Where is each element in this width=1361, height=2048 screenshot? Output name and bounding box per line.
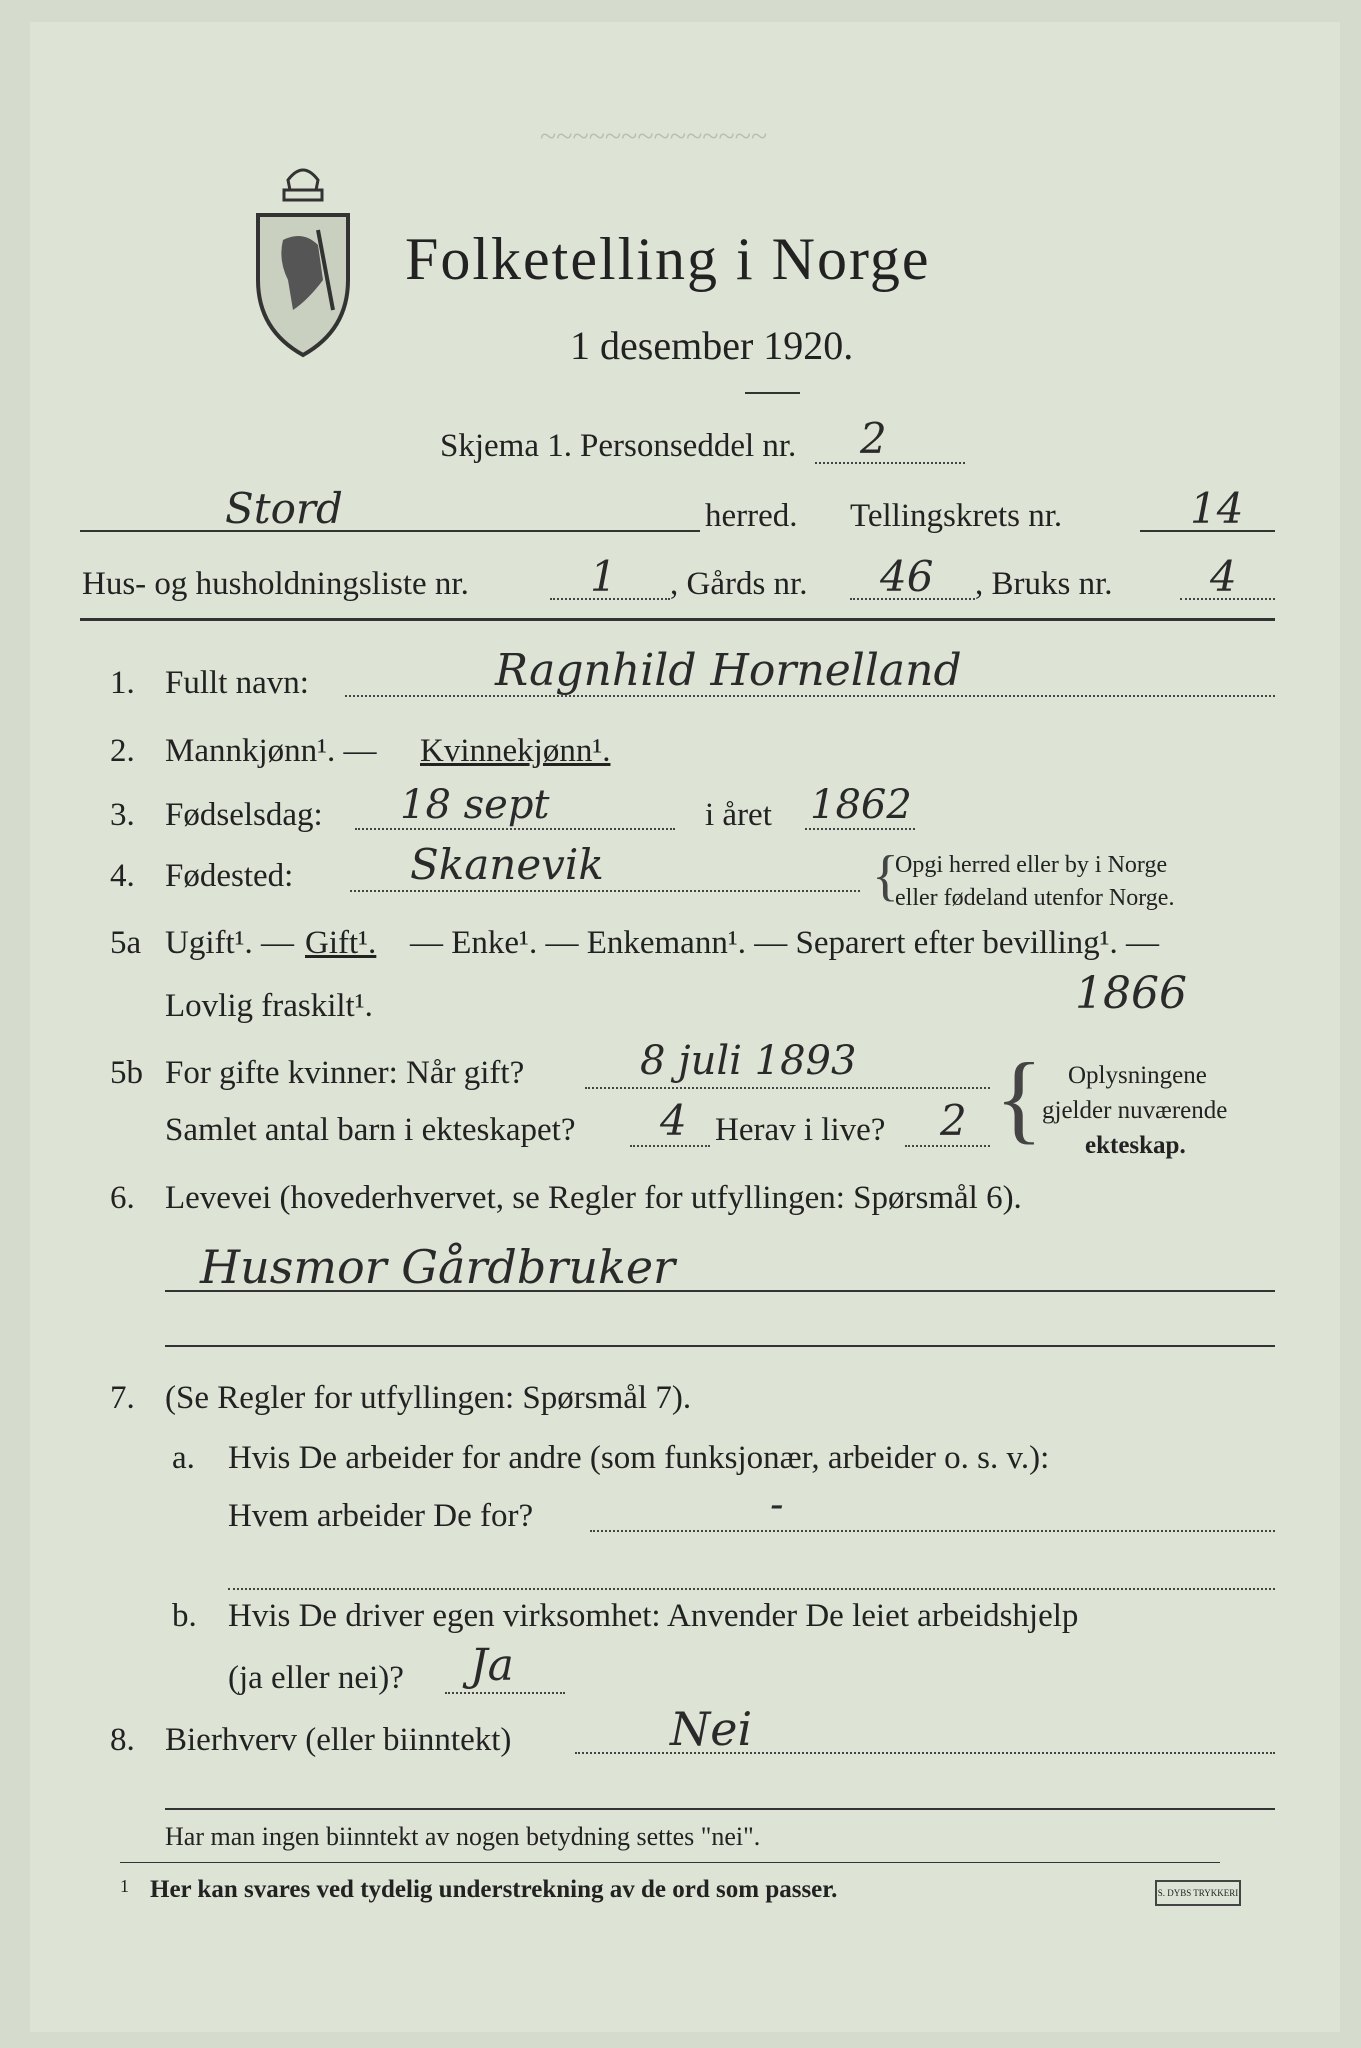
q5b-number: 5b: [110, 1055, 143, 1091]
husliste-value[interactable]: 1: [590, 552, 617, 601]
tellingskrets-label: Tellingskrets nr.: [850, 498, 1063, 534]
birthplace-value[interactable]: Skanevik: [410, 840, 604, 889]
divorced-option[interactable]: Lovlig fraskilt¹.: [165, 988, 373, 1024]
gards-value[interactable]: 46: [880, 552, 934, 601]
personseddel-label: Personseddel nr.: [580, 428, 797, 464]
side-income-line: [575, 1752, 1275, 1754]
employer-line-2: [228, 1588, 1275, 1590]
employer-line: [590, 1530, 1275, 1532]
herred-label: herred.: [705, 498, 798, 534]
children-total-value[interactable]: 4: [660, 1096, 687, 1145]
q4-label: Fødested:: [165, 858, 294, 894]
birthplace-note-2: eller fødeland utenfor Norge.: [895, 885, 1175, 911]
divider: [745, 392, 800, 394]
footnote: Her kan svares ved tydelig understrekning av de ord som passer.: [150, 1876, 838, 1903]
marriage-note-2: gjelder nuværende: [1042, 1097, 1228, 1124]
married-date-label: For gifte kvinner: Når gift?: [165, 1055, 525, 1091]
marriage-note-1: Oplysningene: [1068, 1062, 1207, 1089]
q2-number: 2.: [110, 733, 135, 769]
q7b-line2: (ja eller nei)?: [228, 1660, 404, 1696]
children-alive-line: [905, 1145, 990, 1147]
margin-annotation: 1866: [1075, 968, 1187, 1019]
children-total-line: [630, 1145, 710, 1147]
bruks-value[interactable]: 4: [1210, 552, 1237, 601]
footer-divider: [120, 1862, 1220, 1863]
married-option-selected[interactable]: Gift¹.: [305, 925, 377, 961]
gards-label: , Gårds nr.: [670, 566, 808, 602]
q3-number: 3.: [110, 797, 135, 833]
herred-line: [80, 530, 700, 532]
side-income-line-2: [165, 1808, 1275, 1810]
tellingskrets-value[interactable]: 14: [1190, 484, 1244, 533]
hired-help-line: [445, 1692, 565, 1694]
bruks-label: , Bruks nr.: [975, 566, 1113, 602]
q7b-line1: Hvis De driver egen virksomhet: Anvender De leiet arbeidshjelp: [228, 1598, 1079, 1634]
occupation-line-2: [165, 1345, 1275, 1347]
birthplace-line: [350, 890, 860, 892]
bleed-through-text: ~~~~~~~~~~~~~~: [540, 120, 768, 153]
q7a-line1: Hvis De arbeider for andre (som funksjonær, arbeider o. s. v.):: [228, 1440, 1050, 1476]
birthday-line: [355, 828, 675, 830]
female-option-selected[interactable]: Kvinnekjønn¹.: [420, 733, 611, 769]
q5a-number: 5a: [110, 925, 142, 961]
occupation-value[interactable]: Husmor Gårdbruker: [200, 1240, 676, 1294]
q3-label: Fødselsdag:: [165, 797, 323, 833]
children-alive-label: Herav i live?: [715, 1112, 886, 1148]
schema-label: Skjema 1.: [440, 428, 572, 464]
q7a-line2: Hvem arbeider De for?: [228, 1498, 534, 1534]
brace-icon: {: [872, 845, 899, 907]
male-option[interactable]: Mannkjønn¹. —: [165, 733, 377, 769]
q8-number: 8.: [110, 1722, 135, 1758]
q8-label: Bierhverv (eller biinntekt): [165, 1722, 512, 1758]
footnote-mark: 1: [120, 1876, 129, 1896]
children-total-label: Samlet antal barn i ekteskapet?: [165, 1112, 576, 1148]
brace-icon: {: [995, 1042, 1043, 1153]
bruks-line: [1180, 598, 1275, 600]
married-date-value[interactable]: 8 juli 1893: [640, 1038, 857, 1084]
birthday-value[interactable]: 18 sept: [400, 782, 550, 828]
children-alive-value[interactable]: 2: [940, 1096, 967, 1145]
hired-help-value[interactable]: Ja: [470, 1640, 514, 1691]
footer-note: Har man ingen biinntekt av nogen betydning settes "nei".: [165, 1822, 761, 1851]
q7b-letter: b.: [172, 1598, 197, 1634]
printer-stamp: S. DYBS TRYKKERI: [1155, 1880, 1241, 1906]
husliste-label: Hus- og husholdningsliste nr.: [82, 566, 469, 602]
marital-options[interactable]: — Enke¹. — Enkemann¹. — Separert efter bevilling¹. —: [410, 925, 1160, 961]
unmarried-option[interactable]: Ugift¹. —: [165, 925, 295, 961]
birth-year-line: [805, 828, 915, 830]
employer-value[interactable]: -: [770, 1482, 784, 1528]
q7a-letter: a.: [172, 1440, 195, 1476]
personseddel-line: [815, 462, 965, 464]
form-title: Folketelling i Norge: [405, 226, 931, 292]
q6-label: Levevei (hovederhvervet, se Regler for utfyllingen: Spørsmål 6).: [165, 1180, 1022, 1216]
side-income-value[interactable]: Nei: [670, 1702, 753, 1756]
personseddel-value[interactable]: 2: [860, 414, 887, 463]
birthplace-note-1: Opgi herred eller by i Norge: [895, 852, 1168, 878]
occupation-line: [165, 1290, 1275, 1292]
section-divider: [80, 618, 1275, 621]
herred-value[interactable]: Stord: [225, 484, 343, 533]
q1-label: Fullt navn:: [165, 665, 309, 701]
gards-line: [850, 598, 975, 600]
coat-of-arms-icon: [248, 160, 358, 360]
q4-number: 4.: [110, 858, 135, 894]
q6-number: 6.: [110, 1180, 135, 1216]
husliste-line: [550, 598, 670, 600]
q1-number: 1.: [110, 665, 135, 701]
full-name-value[interactable]: Ragnhild Hornelland: [495, 645, 962, 696]
census-date: 1 desember 1920.: [570, 323, 854, 368]
birth-year-label: i året: [705, 797, 772, 833]
birth-year-value[interactable]: 1862: [810, 782, 912, 828]
tellingskrets-line: [1140, 530, 1275, 532]
q7-label: (Se Regler for utfyllingen: Spørsmål 7).: [165, 1380, 692, 1416]
marriage-note-3: ekteskap.: [1085, 1132, 1186, 1159]
married-date-line: [585, 1087, 990, 1089]
full-name-line: [345, 695, 1275, 697]
q7-number: 7.: [110, 1380, 135, 1416]
